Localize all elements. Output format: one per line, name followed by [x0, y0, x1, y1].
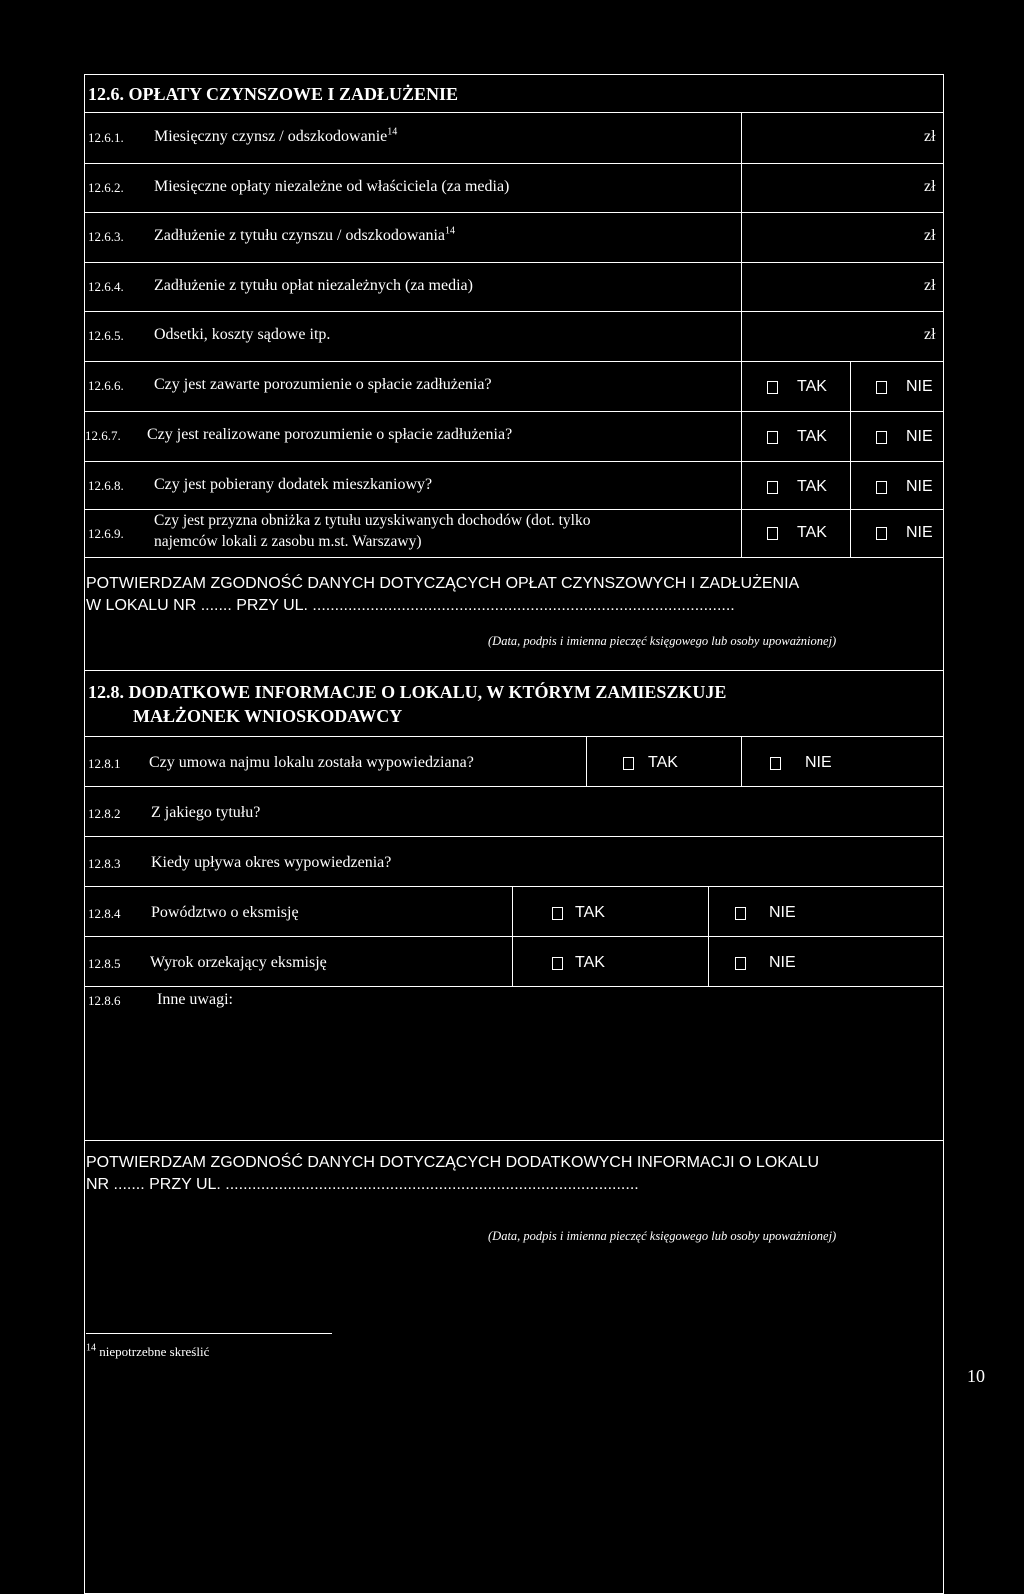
- row-label: Kiedy upływa okres wypowiedzenia?: [151, 854, 392, 871]
- footnote-marker: 14: [86, 1342, 96, 1354]
- yes-checkbox[interactable]: [623, 757, 634, 770]
- no-label: NIE: [906, 524, 933, 541]
- row-label: Inne uwagi:: [157, 991, 233, 1008]
- currency-label: zł: [924, 128, 936, 145]
- no-checkbox[interactable]: [876, 431, 887, 444]
- confirmation-text: POTWIERDZAM ZGODNOŚĆ DANYCH DOTYCZĄCYCH OPŁAT CZYNSZOWYCH I ZADŁUŻENIA: [86, 575, 800, 592]
- no-checkbox[interactable]: [876, 381, 887, 394]
- row-label: Czy jest pobierany dodatek mieszkaniowy?: [154, 476, 433, 493]
- no-checkbox[interactable]: [735, 957, 746, 970]
- footnote: [86, 1344, 209, 1360]
- section-12-6-title: 12.6. OPŁATY CZYNSZOWE I ZADŁUŻENIE: [88, 84, 459, 104]
- no-label: NIE: [906, 378, 933, 395]
- no-label: NIE: [769, 904, 796, 921]
- row-number: 12.6.7.: [85, 428, 121, 443]
- yes-label: TAK: [575, 904, 605, 921]
- row-label: Miesięczny czynsz / odszkodowanie$^{14}$: [154, 126, 398, 145]
- currency-label: zł: [924, 227, 936, 244]
- row-number: 12.6.3.: [88, 229, 124, 244]
- row-label: Powództwo o eksmisję: [151, 904, 299, 921]
- currency-label: zł: [924, 277, 936, 294]
- yes-label: TAK: [797, 478, 827, 495]
- row-number: 12.6.6.: [88, 378, 124, 393]
- no-label: NIE: [805, 754, 832, 771]
- yes-checkbox[interactable]: [767, 527, 778, 540]
- footnote-divider: [86, 1333, 332, 1334]
- row-label-continuation: najemców lokali z zasobu m.st. Warszawy): [154, 533, 422, 550]
- yes-checkbox[interactable]: [767, 481, 778, 494]
- row-label: Czy jest realizowane porozumienie o spłacie zadłużenia?: [147, 426, 513, 443]
- yes-label: TAK: [797, 378, 827, 395]
- row-number: 12.8.6: [88, 993, 121, 1008]
- row-number: 12.8.1: [88, 756, 121, 771]
- page-number: 10: [967, 1366, 985, 1386]
- signature-caption: (Data, podpis i imienna pieczęć księgowego lub osoby upoważnionej): [488, 634, 837, 648]
- no-label: NIE: [906, 428, 933, 445]
- row-number: 12.8.2: [88, 806, 121, 821]
- yes-label: TAK: [575, 954, 605, 971]
- row-label: Wyrok orzekający eksmisję: [150, 954, 327, 971]
- no-label: NIE: [906, 478, 933, 495]
- row-number: 12.8.5: [88, 956, 121, 971]
- signature-caption: (Data, podpis i imienna pieczęć księgowego lub osoby upoważnionej): [488, 1229, 837, 1243]
- row-label: Czy jest zawarte porozumienie o spłacie zadłużenia?: [154, 376, 492, 393]
- footnote-ref: 14: [445, 225, 456, 237]
- no-checkbox[interactable]: [876, 481, 887, 494]
- row-number: 12.6.2.: [88, 180, 124, 195]
- yes-checkbox[interactable]: [552, 957, 563, 970]
- confirmation-address: NR ....... PRZY UL. .............................................................................................: [86, 1176, 639, 1193]
- row-number: 12.6.5.: [88, 328, 124, 343]
- row-label: Odsetki, koszty sądowe itp.: [154, 326, 331, 343]
- row-label: Zadłużenie z tytułu czynszu / odszkodowania$^{14}$: [154, 225, 456, 244]
- confirmation-address: W LOKALU NR ....... PRZY UL. ...............................................................................................: [86, 597, 735, 614]
- yes-checkbox[interactable]: [552, 907, 563, 920]
- row-number: 12.6.1.: [88, 130, 124, 145]
- row-label: Czy jest przyzna obniżka z tytułu uzyskiwanych dochodów (dot. tylko: [154, 512, 591, 529]
- row-number: 12.6.8.: [88, 478, 124, 493]
- yes-label: TAK: [797, 428, 827, 445]
- notes-field[interactable]: [86, 1012, 942, 1138]
- footnote-ref: 14: [387, 126, 398, 138]
- no-checkbox[interactable]: [735, 907, 746, 920]
- section-12-8-title-continuation: MAŁŻONEK WNIOSKODAWCY: [133, 706, 403, 726]
- row-number: 12.6.9.: [88, 526, 124, 541]
- yes-label: TAK: [797, 524, 827, 541]
- row-number: 12.8.4: [88, 906, 121, 921]
- row-label: Czy umowa najmu lokalu została wypowiedziana?: [149, 754, 474, 771]
- no-label: NIE: [769, 954, 796, 971]
- row-number: 12.8.3: [88, 856, 121, 871]
- section-12-8-title: 12.8. DODATKOWE INFORMACJE O LOKALU, W KTÓRYM ZAMIESZKUJE: [88, 682, 727, 702]
- yes-checkbox[interactable]: [767, 431, 778, 444]
- row-label: Zadłużenie z tytułu opłat niezależnych (za media): [154, 277, 473, 294]
- yes-label: TAK: [648, 754, 678, 771]
- row-label: Z jakiego tytułu?: [151, 804, 261, 821]
- row-label: Miesięczne opłaty niezależne od właściciela (za media): [154, 178, 510, 195]
- footnote-text: niepotrzebne skreślić: [99, 1344, 210, 1359]
- confirmation-text: POTWIERDZAM ZGODNOŚĆ DANYCH DOTYCZĄCYCH DODATKOWYCH INFORMACJI O LOKALU: [86, 1154, 820, 1171]
- currency-label: zł: [924, 326, 936, 343]
- no-checkbox[interactable]: [876, 527, 887, 540]
- no-checkbox[interactable]: [770, 757, 781, 770]
- row-number: 12.6.4.: [88, 279, 124, 294]
- currency-label: zł: [924, 178, 936, 195]
- yes-checkbox[interactable]: [767, 381, 778, 394]
